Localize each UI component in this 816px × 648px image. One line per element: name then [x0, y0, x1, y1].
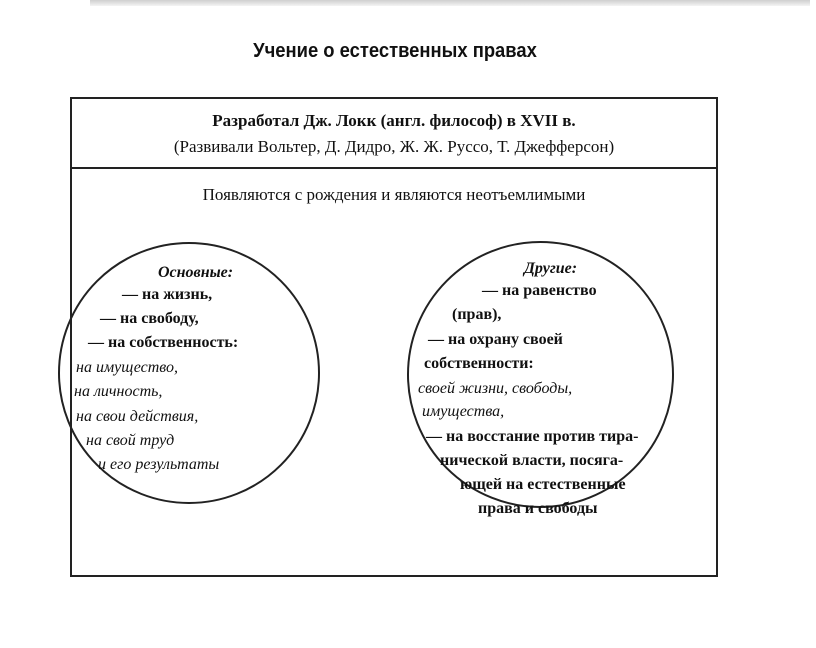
- basic-right-subitem: и его результаты: [98, 456, 220, 473]
- other-rights-heading: Другие:: [524, 260, 578, 277]
- other-right-item: собственности:: [424, 355, 534, 372]
- other-right-item: ющей на естественные: [460, 476, 626, 493]
- other-right-item: — на равенство: [482, 282, 597, 299]
- basic-right-item: — на собственность:: [88, 334, 239, 351]
- basic-right-subitem: на свой труд: [86, 432, 175, 449]
- basic-right-item: — на жизнь,: [122, 286, 213, 303]
- other-right-subitem: имущества,: [422, 403, 505, 420]
- basic-right-subitem: на имущество,: [76, 359, 179, 376]
- followers-line: (Развивали Вольтер, Д. Дидро, Ж. Ж. Руссо, Т. Джефферсон): [173, 137, 615, 156]
- header-row: [72, 99, 716, 169]
- author-line: Разработал Дж. Локк (англ. философ) в XVII в.: [212, 111, 576, 130]
- property-line: Появляются с рождения и являются неотъемлимыми: [202, 185, 586, 204]
- other-right-item: права и свободы: [478, 500, 598, 517]
- basic-rights-heading: Основные:: [158, 264, 234, 281]
- other-right-item: — на охрану своей: [428, 331, 563, 348]
- basic-right-item: — на свободу,: [100, 310, 199, 327]
- other-right-item: (прав),: [452, 306, 502, 323]
- page-top-edge: [90, 0, 810, 6]
- other-right-item: нической власти, посяга-: [440, 452, 624, 469]
- other-right-subitem: своей жизни, свободы,: [418, 380, 573, 397]
- page-title: Учение о естественных правах: [253, 40, 537, 62]
- basic-right-subitem: на свои действия,: [76, 408, 199, 425]
- other-right-item: — на восстание против тира-: [426, 428, 639, 445]
- basic-right-subitem: на личность,: [74, 383, 163, 400]
- diagram-frame: [70, 97, 718, 577]
